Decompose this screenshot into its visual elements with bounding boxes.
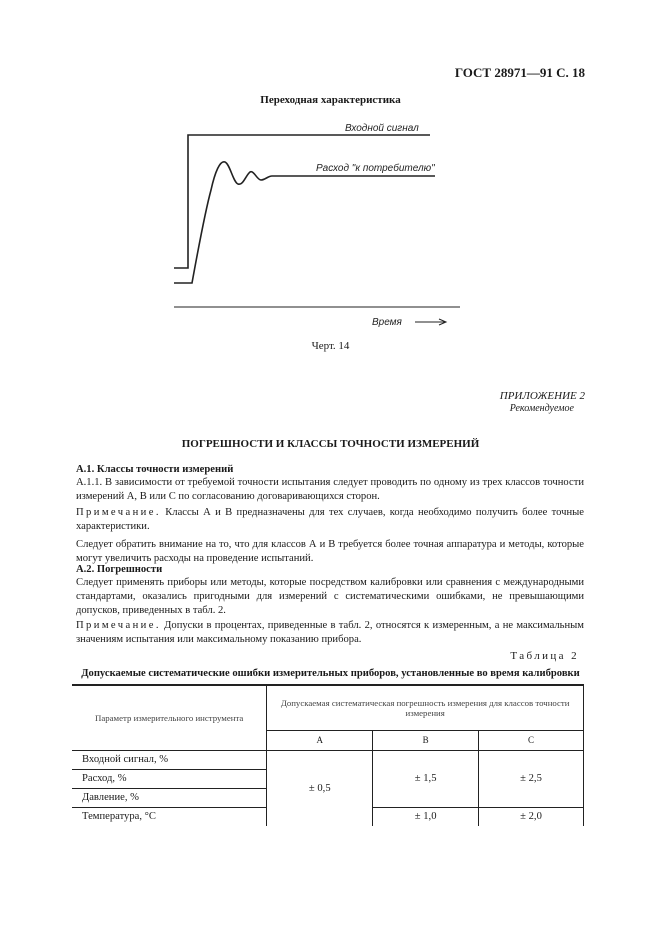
value-class-b-top: ± 1,5 xyxy=(373,750,479,807)
section-title: ПОГРЕШНОСТИ И КЛАССЫ ТОЧНОСТИ ИЗМЕРЕНИЙ xyxy=(181,438,480,450)
table-row xyxy=(72,750,584,769)
row-param-temperature: Температура, °С xyxy=(72,807,267,826)
time-label: Время xyxy=(372,317,402,328)
value-class-a: ± 0,5 xyxy=(267,750,373,826)
header-tolerance-group: Допускаемая систематическая погрешность измерения для классов точности измерения xyxy=(267,685,584,730)
header-class-a: А xyxy=(267,730,373,750)
header-class-b: В xyxy=(373,730,479,750)
value-class-c-top: ± 2,5 xyxy=(479,750,584,807)
a1-paragraph-2: Следует обратить внимание на то, что для классов А и В требуется более точная аппаратура и методы, которые могут увеличить расходы на проведение испытаний. xyxy=(76,539,584,564)
a1-note-text: Классы А и В предназначены для тех случаев, когда необходимо получить более точные характеристики. xyxy=(76,507,584,532)
header-parameter: Параметр измерительного инструмента xyxy=(72,685,267,750)
page-header: ГОСТ 28971—91 С. 18 xyxy=(454,65,585,80)
a2-paragraph-1: Следует применять приборы или методы, которые посредством калибровки или сравнения с международными стандартами, оказались пригодными для измерений с систематическими ошибками, не превышающими допусков, приведенных в табл. 2. xyxy=(76,577,584,616)
tolerance-table xyxy=(72,684,584,826)
a2-note xyxy=(76,619,584,647)
a1-heading: А.1. Классы точности измерений xyxy=(76,464,234,475)
a2-heading: А.2. Погрешности xyxy=(76,564,163,575)
header-class-c: С xyxy=(479,730,584,750)
appendix-status: Рекомендуемое xyxy=(509,403,574,414)
table-title: Допускаемые систематические ошибки измерительных приборов, установленные во время калибровки xyxy=(81,668,580,679)
figure-title: Переходная характеристика xyxy=(260,94,401,106)
a1-p1-text: А.1.1. В зависимости от требуемой точности испытания следует проводить по одному из трех классов точности измерений А, В или С по согласованию договаривающихся сторон. xyxy=(76,477,584,502)
a1-note xyxy=(76,506,584,534)
value-class-c-temp: ± 2,0 xyxy=(479,807,584,826)
a2-note-label: Примечание. xyxy=(76,620,161,631)
figure-caption: Черт. 14 xyxy=(311,340,350,352)
a2-note-text: Допуски в процентах, приведенные в табл. 2, относятся к измеренным, а не максимальным значениям испытания или максимальному показанию прибора. xyxy=(76,620,584,645)
row-param-input: Входной сигнал, % xyxy=(72,750,267,769)
input-signal-line xyxy=(174,135,430,268)
output-label: Расход "к потребителю" xyxy=(316,163,435,174)
appendix-number: ПРИЛОЖЕНИЕ 2 xyxy=(499,390,585,402)
a1-paragraph-1 xyxy=(76,476,584,504)
input-signal-label: Входной сигнал xyxy=(345,123,419,134)
output-response-curve xyxy=(174,162,435,283)
row-param-pressure: Давление, % xyxy=(72,788,267,807)
transient-response-figure xyxy=(0,110,661,335)
value-class-b-temp: ± 1,0 xyxy=(373,807,479,826)
a1-note-label: Примечание. xyxy=(76,507,161,518)
row-param-flow: Расход, % xyxy=(72,769,267,788)
table-label: Таблица 2 xyxy=(510,650,579,662)
